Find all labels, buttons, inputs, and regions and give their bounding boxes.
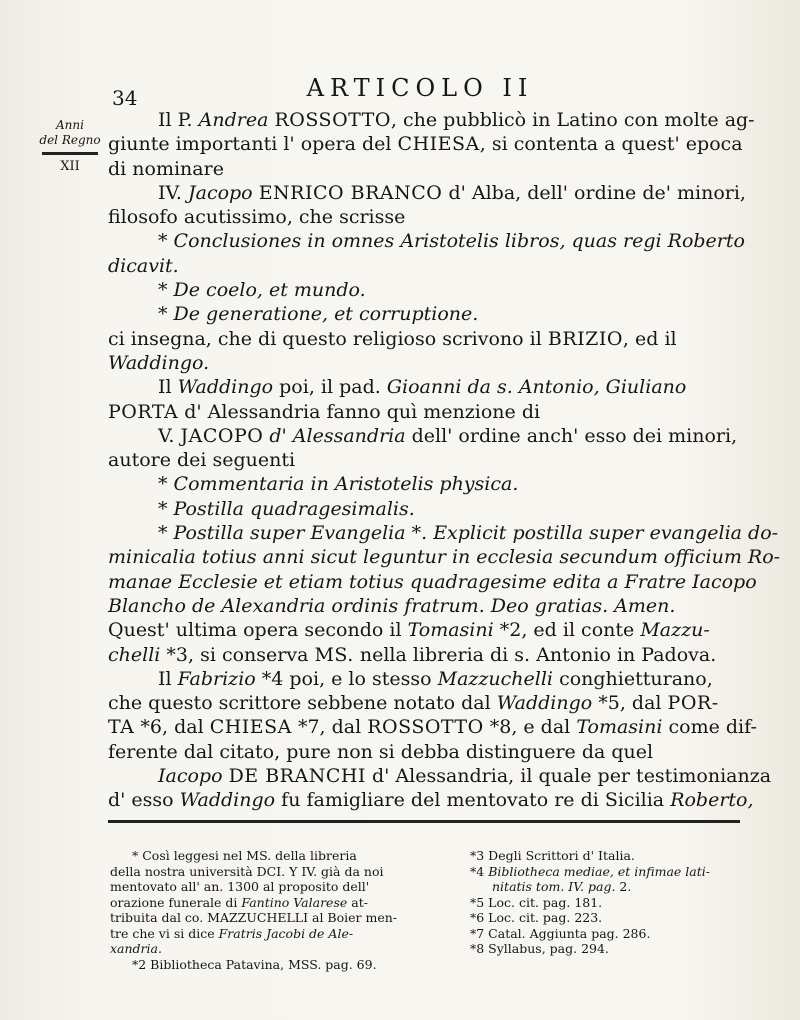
text-line: IV. Jacopo ENRICO BRANCO d' Alba, dell' ordine de' minori, [158,181,746,204]
footnote-line: della nostra università DCI. Y IV. già da noi [110,863,384,879]
text-line: filosofo acutissimo, che scrisse [108,206,406,229]
text-line: * Commentaria in Aristotelis physica. [158,473,519,496]
text-line: manae Ecclesie et etiam totius quadragesime edita a Fratre Iacopo [108,570,757,593]
footnote-line: *3 Degli Scrittori d' Italia. [470,848,635,863]
text-line: * Conclusiones in omnes Aristotelis libros, quas regi Roberto [158,230,745,253]
footnote-line: *5 Loc. cit. pag. 181. [470,894,603,910]
page-number: 34 [112,86,138,110]
footnote-line: *8 Syllabus, pag. 294. [470,941,609,956]
text-line: Blancho de Alexandria ordinis fratrum. Deo gratias. Amen. [108,594,676,617]
text-line: d' esso Waddingo fu famigliare del mentovato re di Sicilia Roberto, [108,789,754,812]
text-line: PORTA d' Alessandria fanno quì menzione di [108,400,541,423]
text-line: minicalia totius anni sicut leguntur in ecclesia secundum officium Ro- [108,546,781,569]
margin-anni: Anni [56,118,84,132]
footnote-line: orazione funerale di Fantino Valarese at- [110,894,368,910]
text-line: V. JACOPO d' Alessandria dell' ordine anch' esso dei minori, [158,424,738,447]
text-line: Quest' ultima opera secondo il Tomasini *2, ed il conte Mazzu- [108,619,710,642]
footnote-divider [108,820,740,823]
text-line: * De generatione, et corruptione. [158,303,479,326]
text-line: * Postilla quadragesimalis. [158,497,415,520]
text-line: * Postilla super Evangelia *. Explicit postilla super evangelia do- [158,522,779,545]
footnote-line: nitatis tom. IV. pag. 2. [492,879,632,894]
text-line: Iacopo DE BRANCHI d' Alessandria, il quale per testimonianza [158,765,772,788]
text-line: * De coelo, et mundo. [158,279,366,302]
margin-year: XII [60,159,80,174]
footnote-line: mentovato all' an. 1300 al proposito dell' [110,879,370,894]
text-line: chelli *3, si conserva MS. nella libreria di s. Antonio in Padova. [108,643,717,666]
text-line: Il Fabrizio *4 poi, e lo stesso Mazzuchelli conghietturano, [158,667,713,690]
margin-note [32,118,108,174]
margin-del-regno: del Regno [39,133,101,147]
margin-rule [42,152,98,155]
footnote-line: tribuita dal co. MAZZUCHELLI al Boier men- [110,910,398,925]
footnotes-left [110,848,430,972]
footnote-line: *6 Loc. cit. pag. 223. [470,910,603,925]
body-text [108,108,781,813]
footnote-line: *2 Bibliotheca Patavina, MSS. pag. 69. [132,956,377,972]
footnote-line: xandria. [110,941,162,956]
text-line: giunte importanti l' opera del CHIESA, si contenta a quest' epoca [108,133,743,156]
footnote-line: *7 Catal. Aggiunta pag. 286. [470,925,651,941]
text-line: Il Waddingo poi, il pad. Gioanni da s. Antonio, Giuliano [158,376,687,399]
text-line: Il P. Andrea ROSSOTTO, che pubblicò in Latino con molte ag- [158,109,755,131]
text-line: di nominare [108,157,224,180]
text-line: dicavit. [108,254,179,277]
footnote-line: tre che vi si dice Fratris Jacobi de Ale- [110,925,354,941]
footnote-line: *4 Bibliotheca mediae, et infimae lati- [470,863,710,879]
footnotes-right [470,848,740,957]
text-line: Waddingo. [108,351,210,374]
text-line: autore dei seguenti [108,449,296,472]
text-line: ci insegna, che di questo religioso scrivono il BRIZIO, ed il [108,327,677,350]
text-line: ferente dal citato, pure non si debba distinguere da quel [108,740,654,763]
running-head: ARTICOLO II [306,74,534,102]
text-line: che questo scrittore sebbene notato dal Waddingo *5, dal POR- [108,692,719,715]
text-line: TA *6, dal CHIESA *7, dal ROSSOTTO *8, e dal Tomasini come dif- [108,716,757,739]
footnote-line: * Così leggesi nel MS. della libreria [132,848,357,863]
